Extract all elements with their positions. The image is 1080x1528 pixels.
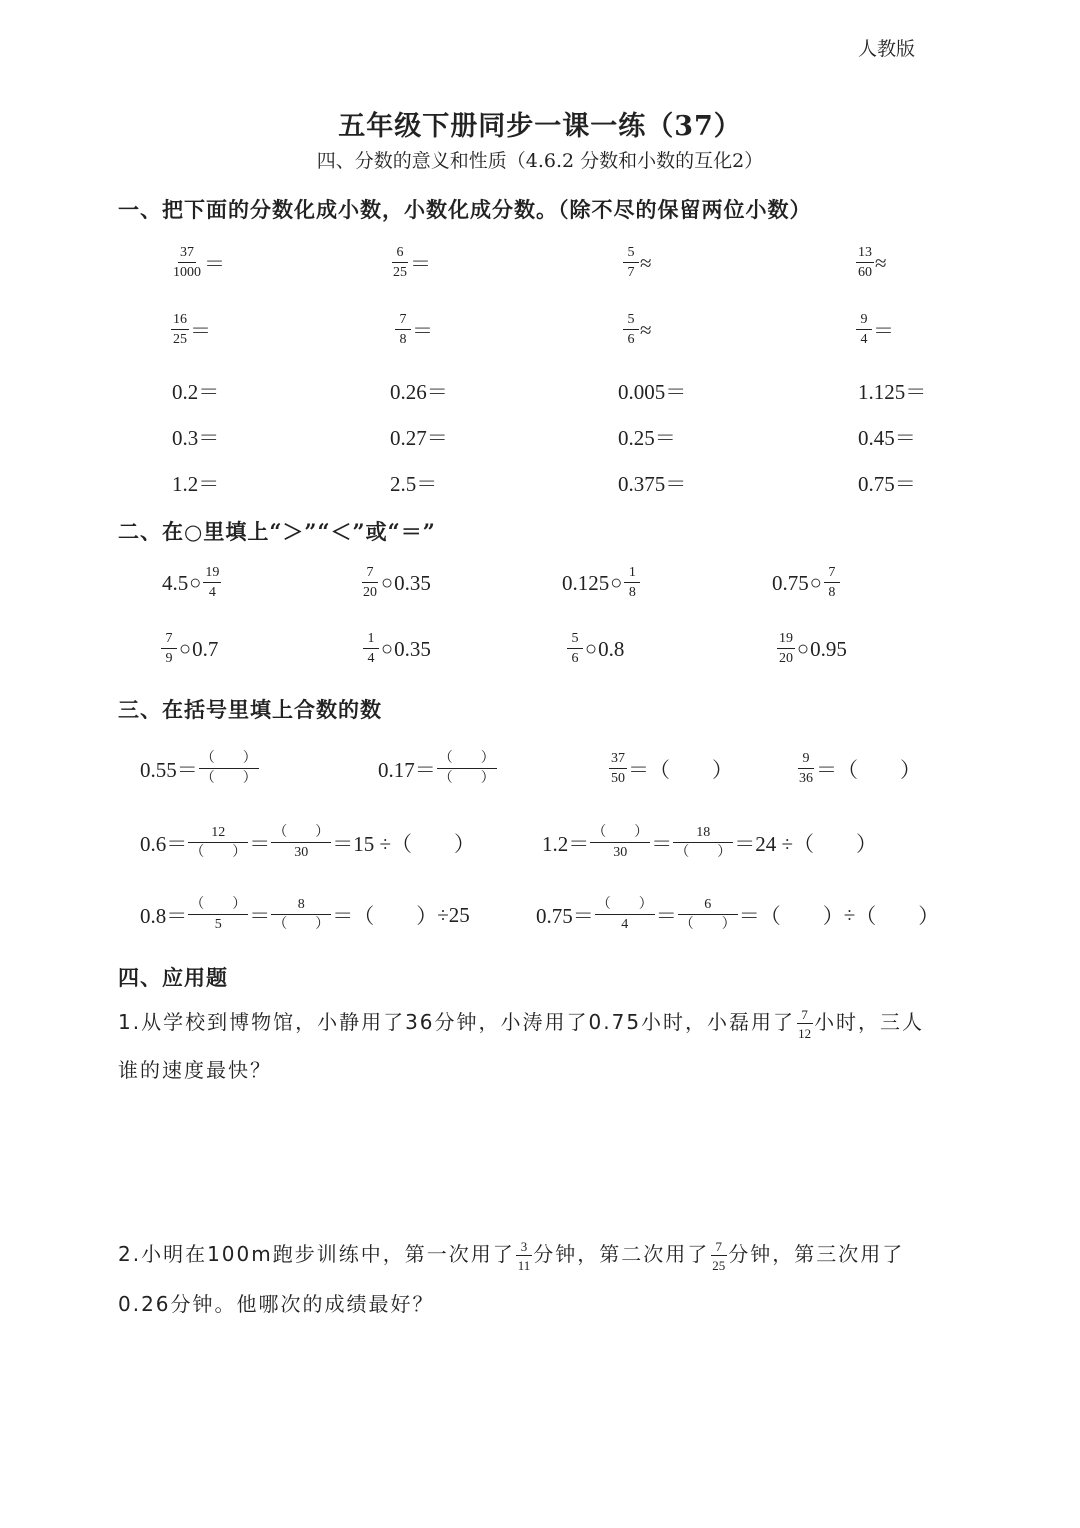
compare-item: $\frac{7}{9}$ ○ 0.7 bbox=[160, 632, 218, 666]
blank-paren[interactable]: （ ） bbox=[649, 758, 733, 782]
s1-item: 0.375＝ bbox=[618, 472, 687, 496]
compare-item: 0.75 ○ $\frac{7}{8}$ bbox=[772, 566, 841, 600]
s1-item: 0.3＝ bbox=[172, 426, 220, 450]
blank-paren[interactable]: （ ） bbox=[391, 832, 476, 856]
fill-item: $\frac{9}{36}$ ＝ （ ） bbox=[799, 751, 921, 786]
fill-item: 0.17＝ $\frac{( )}{( )}$ bbox=[378, 751, 495, 786]
s1-item: 0.45＝ bbox=[858, 426, 916, 450]
s1-item: 0.26＝ bbox=[390, 380, 448, 404]
s1-item: 0.75＝ bbox=[858, 472, 916, 496]
s1-item: $\frac{37}{1000}$ ＝ bbox=[173, 245, 225, 280]
blank-paren[interactable]: （ ） bbox=[595, 898, 655, 915]
fill-item: 0.6＝ $\frac{12}{( )}$ ＝ $\frac{( )}{30}$ ＝15 ÷ （ ） bbox=[140, 825, 476, 860]
blank-paren[interactable]: （ ） bbox=[200, 771, 257, 786]
answer-circle[interactable]: ○ bbox=[809, 571, 822, 594]
fill-item: 0.75＝ $\frac{( )}{4}$ ＝ $\frac{6}{( )}$ ＝ （ ） ÷ （ ） bbox=[536, 897, 940, 932]
page-title: 五年级下册同步一课一练（37） bbox=[338, 111, 742, 142]
blank-paren[interactable]: （ ） bbox=[590, 826, 650, 843]
section-2-heading: 二、在○里填上“＞”“＜”或“＝” bbox=[118, 519, 436, 544]
blank-paren[interactable]: （ ） bbox=[199, 752, 259, 769]
compare-item: $\frac{1}{4}$ ○ 0.35 bbox=[362, 632, 431, 666]
problem-1: 1.从学校到博物馆，小静用了36分钟，小涛用了0.75小时，小磊用了 $\frac{7}{12}$ 小时，三人 bbox=[118, 1006, 925, 1041]
s1-item: 0.2＝ bbox=[172, 380, 220, 404]
blank-paren[interactable]: （ ） bbox=[675, 845, 732, 860]
problem-2-line-2: 0.26分钟。他哪次的成绩最好？ bbox=[118, 1292, 435, 1316]
blank-paren[interactable]: （ ） bbox=[353, 904, 438, 928]
answer-circle[interactable]: ○ bbox=[381, 637, 394, 660]
s1-item: $\frac{16}{25}$ ＝ bbox=[173, 312, 211, 347]
answer-circle[interactable]: ○ bbox=[189, 571, 202, 594]
s1-item: 0.27＝ bbox=[390, 426, 448, 450]
compare-item: $\frac{19}{20}$ ○ 0.95 bbox=[779, 631, 847, 666]
blank-paren[interactable]: （ ） bbox=[759, 904, 844, 928]
blank-paren[interactable]: （ ） bbox=[188, 898, 248, 915]
answer-circle[interactable]: ○ bbox=[381, 571, 394, 594]
s1-item: $\frac{6}{25}$ ＝ bbox=[393, 245, 431, 280]
section-1-heading: 一、把下面的分数化成小数，小数化成分数。（除不尽的保留两位小数） bbox=[118, 197, 812, 222]
s1-item: 1.2＝ bbox=[172, 472, 220, 496]
s1-item: 0.25＝ bbox=[618, 426, 676, 450]
s1-item: 0.005＝ bbox=[618, 380, 687, 404]
blank-paren[interactable]: （ ） bbox=[271, 826, 331, 843]
blank-paren[interactable]: （ ） bbox=[190, 845, 247, 860]
s1-item: 2.5＝ bbox=[390, 472, 438, 496]
answer-circle[interactable]: ○ bbox=[610, 571, 623, 594]
compare-item: $\frac{5}{6}$ ○ 0.8 bbox=[566, 632, 624, 666]
blank-paren[interactable]: （ ） bbox=[438, 771, 495, 786]
blank-paren[interactable]: （ ） bbox=[437, 752, 497, 769]
blank-paren[interactable]: （ ） bbox=[273, 917, 330, 932]
answer-circle[interactable]: ○ bbox=[797, 637, 810, 660]
section-3-heading: 三、在括号里填上合数的数 bbox=[118, 697, 382, 722]
answer-circle[interactable]: ○ bbox=[179, 637, 192, 660]
edition-label: 人教版 bbox=[858, 38, 916, 60]
fill-item: 0.8＝ $\frac{( )}{5}$ ＝ $\frac{8}{( )}$ ＝ （ ） ÷25 bbox=[140, 897, 470, 932]
s1-item: $\frac{5}{7}$ ≈ bbox=[622, 246, 652, 280]
problem-1-line-2: 谁的速度最快？ bbox=[118, 1058, 272, 1082]
s1-item: $\frac{9}{4}$ ＝ bbox=[855, 313, 894, 347]
compare-item: $\frac{7}{20}$ ○ 0.35 bbox=[363, 565, 431, 600]
problem-2: 2.小明在100m跑步训练中，第一次用了 $\frac{3}{11}$ 分钟，第二次用了 $\frac{7}{25}$ 分钟，第三次用了 bbox=[118, 1238, 905, 1273]
blank-paren[interactable]: （ ） bbox=[855, 904, 940, 928]
s1-item: $\frac{13}{60}$ ≈ bbox=[858, 245, 887, 280]
answer-circle[interactable]: ○ bbox=[585, 637, 598, 660]
fill-item: 0.55＝ $\frac{( )}{( )}$ bbox=[140, 751, 257, 786]
s1-item: 1.125＝ bbox=[858, 380, 927, 404]
blank-paren[interactable]: （ ） bbox=[837, 758, 921, 782]
compare-item: 0.125 ○ $\frac{1}{8}$ bbox=[562, 566, 641, 600]
compare-item: 4.5 ○ $\frac{19}{4}$ bbox=[162, 565, 220, 600]
page-subtitle: 四、分数的意义和性质（4.6.2 分数和小数的互化2） bbox=[316, 150, 764, 172]
section-4-heading: 四、应用题 bbox=[118, 965, 228, 990]
fill-item: $\frac{37}{50}$ ＝ （ ） bbox=[611, 751, 733, 786]
fill-item: 1.2＝ $\frac{( )}{30}$ ＝ $\frac{18}{( )}$ ＝24 ÷ （ ） bbox=[542, 825, 878, 860]
blank-paren[interactable]: （ ） bbox=[793, 832, 878, 856]
s1-item: $\frac{5}{6}$ ≈ bbox=[622, 313, 652, 347]
blank-paren[interactable]: （ ） bbox=[679, 917, 736, 932]
s1-item: $\frac{7}{8}$ ＝ bbox=[394, 313, 433, 347]
